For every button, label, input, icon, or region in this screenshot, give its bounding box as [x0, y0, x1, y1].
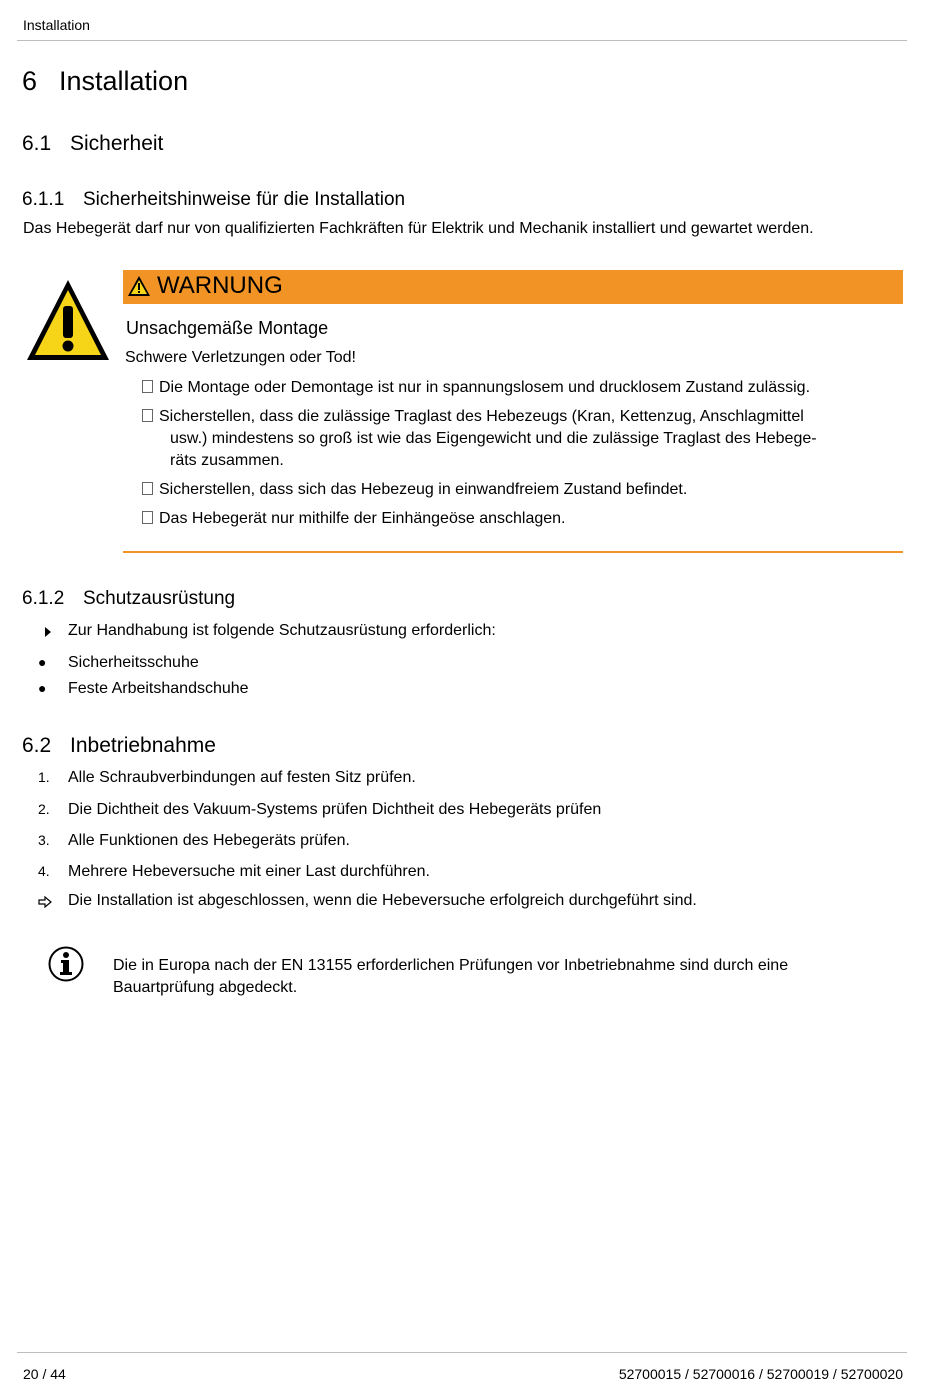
header-rule	[17, 40, 907, 41]
warning-item: Sicherstellen, dass die zulässige Traglast des Hebezeugs (Kran, Kettenzug, Anschlagmittel usw.) mindestens so groß ist wie das Eigengewicht und die zulässige Traglast des Hebege- räts zusammen.	[142, 406, 897, 472]
section-number: 6.1	[22, 132, 52, 155]
result-arrow-icon	[38, 896, 52, 908]
triangle-right-icon	[44, 626, 52, 638]
section-title: Schutzausrüstung	[83, 588, 236, 609]
footer-rule	[17, 1352, 907, 1353]
bullet-icon: ●	[38, 680, 47, 696]
step-item: 1. Alle Schraubverbindungen auf festen Sitz prüfen.	[38, 769, 416, 786]
info-icon	[48, 946, 84, 982]
section-number: 6.1.2	[22, 588, 65, 609]
warning-item: Die Montage oder Demontage ist nur in spannungslosem und drucklosem Zustand zulässig.	[142, 377, 897, 399]
warning-triangle-icon	[24, 276, 112, 364]
step-item: 2. Die Dichtheit des Vakuum-Systems prüfen Dichtheit des Hebegeräts prüfen	[38, 801, 602, 818]
document-numbers: 52700015 / 52700016 / 52700019 / 52700020	[618, 1366, 903, 1382]
instruction-item: Zur Handhabung ist folgende Schutzausrüstung erforderlich:	[0, 622, 900, 644]
checkbox-glyph-icon	[142, 409, 153, 422]
chapter-number: 6	[22, 66, 38, 96]
warning-end-rule	[123, 551, 903, 553]
step-item: 3. Alle Funktionen des Hebegeräts prüfen.	[38, 832, 350, 849]
warning-consequence: Schwere Verletzungen oder Tod!	[125, 349, 356, 366]
installation-paragraph: Das Hebegerät darf nur von qualifizierten Fachkräften für Elektrik und Mechanik installiert und gewartet werden.	[23, 220, 814, 237]
warning-item: Sicherstellen, dass sich das Hebezeug in einwandfreiem Zustand befindet.	[142, 479, 897, 501]
checkbox-glyph-icon	[142, 380, 153, 393]
warning-small-icon	[127, 275, 151, 297]
running-header: Installation	[23, 17, 90, 33]
section-6-1-heading	[22, 132, 163, 156]
section-6-2-heading	[22, 734, 216, 758]
list-item: ● Sicherheitsschuhe	[38, 654, 199, 671]
bullet-icon: ●	[38, 654, 47, 670]
section-number: 6.2	[22, 734, 52, 757]
page-number: 20 / 44	[23, 1366, 66, 1382]
warning-title: Unsachgemäße Montage	[126, 318, 329, 338]
checkbox-glyph-icon	[142, 482, 153, 495]
section-6-1-2-heading	[22, 588, 235, 610]
list-item: ● Feste Arbeitshandschuhe	[38, 680, 249, 697]
section-number: 6.1.1	[22, 189, 65, 210]
section-6-1-1-heading	[22, 189, 405, 211]
chapter-heading	[22, 66, 188, 97]
info-note: Die in Europa nach der EN 13155 erforderlichen Prüfungen vor Inbetriebnahme sind durch eine Bauartprüfung abgedeckt.	[113, 957, 789, 996]
result-item: Die Installation ist abgeschlossen, wenn die Hebeversuche erfolgreich durchgeführt sind.	[0, 892, 900, 914]
chapter-title: Installation	[59, 66, 189, 96]
warning-banner	[123, 270, 903, 304]
checkbox-glyph-icon	[142, 511, 153, 524]
warning-label: WARNUNG	[157, 272, 283, 299]
section-title: Inbetriebnahme	[70, 734, 216, 757]
step-item: 4. Mehrere Hebeversuche mit einer Last durchführen.	[38, 863, 430, 880]
warning-item: Das Hebegerät nur mithilfe der Einhängeöse anschlagen.	[142, 508, 897, 530]
section-title: Sicherheit	[70, 132, 164, 155]
section-title: Sicherheitshinweise für die Installation	[83, 189, 406, 210]
